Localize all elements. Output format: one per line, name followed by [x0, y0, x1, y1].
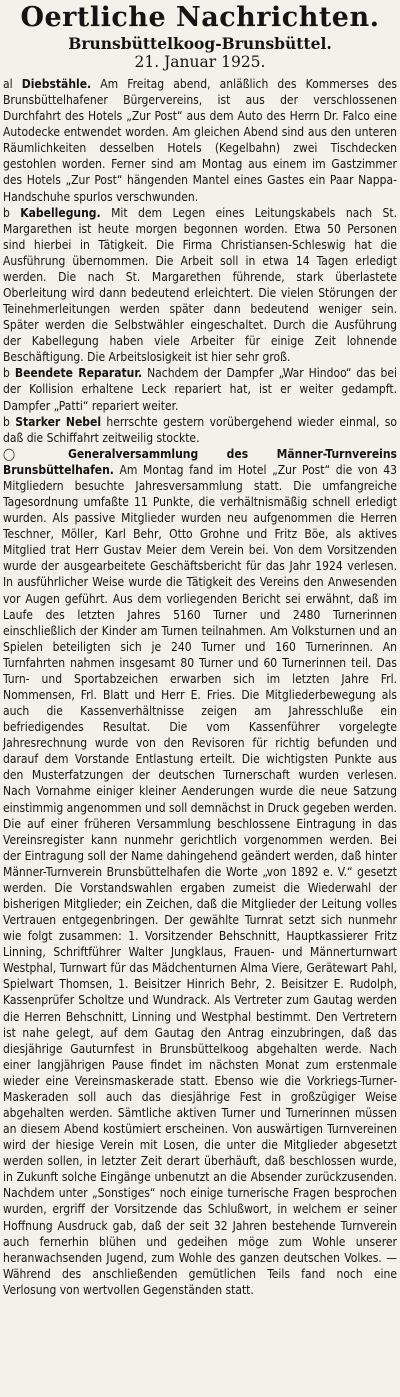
article-marker: b	[3, 366, 10, 381]
news-column	[3, 76, 397, 1298]
article-general-assembly	[3, 446, 397, 1298]
article-body: Nachdem der Dampfer „War Hindoo“ das bei der Kollision erhaltene Leck repariert hat, ist er weiter gedampft. Dampfer „Patti“ repariert weiter.	[3, 366, 397, 413]
article-lead: Kabellegung.	[20, 205, 101, 220]
article-thefts	[3, 76, 397, 205]
article-cable-laying	[3, 205, 397, 366]
article-body: herrschte gestern vorübergehend wieder einmal, so daß die Schiffahrt zeitweilig stockte.	[3, 414, 397, 445]
article-body: Am Freitag abend, anläßlich des Kommerses des Brunsbüttelhafener Bürgervereins, ist aus der verschlossenen Durchfahrt des Hotels „Zur Post“ aus dem Auto des Herrn Dr. Falco eine Autodecke entwendet worden. Am gleichen Abend sind aus den unteren Räumlichkeiten desselben Hotels (Kegelbahn) zwei Tischdecken gestohlen worden. Ferner sind am Montag aus einem im Gastzimmer des Hotels „Zur Post“ hängenden Mantel eines Gastes ein Paar Nappa-Handschuhe spurlos verschwunden.	[3, 77, 397, 204]
article-body: Mit dem Legen eines Leitungskabels nach St. Margarethen ist heute morgen begonnen worden. Etwa 50 Personen sind hierbei in Tätigkeit. Die Firma Christiansen-Schleswig hat die Ausführung übernommen. Die Arbeit soll in etwa 14 Tagen erledigt werden. Die nach St. Margarethen führende, stark überlastete Oberleitung wird dann bedeutend erleichtert. Die vielen Störungen der Teinehmerleitungen werden später dann bedeutend weniger sein. Später werden die Selbstwähler eingeschaltet. Durch die Ausführung der Kabellegung haben viele Arbeiter für einige Zeit lohnende Beschäftigung. Die Arbeitslosigkeit ist hier sehr groß.	[3, 205, 397, 365]
article-marker: al	[3, 77, 13, 91]
dateline: 21. Januar 1925.	[134, 53, 266, 71]
article-body: Am Montag fand im Hotel „Zur Post“ die von 43 Mitgliedern besuchte Jahresversammlung statt. Die umfangreiche Tagesordnung umfaßte 11 Punkte, die verhältnismäßig schnell erledigt wurden. Als passive Mitglieder wurden neu aufgenommen die Herren Teschner, Möller, Karl Behr, Otto Grohne und Fritz Böe, als aktives Mitglied trat Herr Gustav Meier dem Verein bei. Von dem Vorsitzenden wurde der ausgearbeitete Geschäftsbericht für das Jahr 1924 verlesen. In ausführlicher Weise wurde die Tätigkeit des Vereins den Anwesenden vor Augen geführt. Aus dem vorliegenden Bericht sei erwähnt, daß im Laufe des letzten Jahres 5160 Turner und 2480 Turnerinnen einschließlich der Kinder am Turnen teilnahmen. Am Volksturnen und an Spielen beteiligten sich je 240 Turner und 160 Turnerinnen. An Turnfahrten nahmen insgesamt 80 Turner und 60 Turnerinnen teil. Das Turn- und Sportabzeichen erwarben sich im letzten Jahre Frl. Nommensen, Frl. Blatt und Herr E. Fries. Die Mitgliederbewegung als auch die Kassenverhältnisse zeigen am Jahresschluße ein befriedigendes Resultat. Die vom Kassenführer vorgelegte Jahresrechnung wurde von den Revisoren für richtig befunden und darauf dem Vorstande Entlastung erteilt. Die wichtigsten Punkte aus den Musterfatzungen der deutschen Turnerschaft wurden verlesen. Nach Vornahme einiger kleiner Aenderungen wurde die neue Satzung einstimmig angenommen und soll demnächst in Druck gegeben werden. Die auf einer früheren Versammlung beschlossene Eintragung in das Vereinsregister kann nunmehr gerichtlich vorgenommen werden. Bei der Eintragung soll der Name dahingehend geändert werden, daß hinter Männer-Turnverein Brunsbüttelhafen die Worte „von 1892 e. V.“ gesetzt werden. Die Vorstandswahlen ergaben zumeist die Wiederwahl der bisherigen Mitglieder; ein Zeichen, daß die Mitglieder der Leitung volles Vertrauen entgegenbringen. Der gewählte Turnrat setzt sich nunmehr wie folgt zusammen: 1. Vorsitzender Behschnitt, Hauptkassierer Fritz Linning, Schriftführer Walter Jungklaus, Frauen- und Männerturnwart Westphal, Turnwart für das Mädchenturnen Alma Viere, Gerätewart Pahl, Spielwart Thomsen, 1. Beisitzer Hinrich Behr, 2. Beisitzer E. Rudolph, Kassenprüfer Scholtze und Wundrack. Als Vertreter zum Gautag werden die Herren Behschnitt, Linning und Westphal bestimmt. Den Vertretern ist nahe gelegt, auf dem Gautag den Antrag einzubringen, daß das diesjährige Gauturnfest in Brunsbüttelkoog abgehalten werde. Nach einer langjährigen Pause findet im nächsten Monat zum erstenmale wieder eine Vereinsmaskerade statt. Ebenso wie die Vorkriegs-Turner-Maskeraden soll auch das diesjährige Fest in großzügiger Weise abgehalten werden. Sämtliche aktiven Turner und Turnerinnen müssen an diesem Abend kostümiert erscheinen. Von auswärtigen Turnvereinen wird der hiesige Verein mit Losen, die unter die Mitglieder abgesetzt werden sollen, in letzter Zeit derart überhäuft, daß beschlossen wurde, in Zukunft solche Eingänge unbenutzt an die Absender zurückzusenden. Nachdem unter „Sonstiges“ noch einige turnerische Fragen besprochen wurden, ergriff der Vorsitzende das Schlußwort, in welchem er seiner Hoffnung Ausdruck gab, daß der seit 32 Jahren bestehende Turnverein auch fernerhin blühen und gedeihen möge zum Wohle unserer heranwachsenden Jugend, zum Wohle des ganzen deutschen Volkes. — Während des anschließenden gemütlichen Teils fand noch eine Verlosung von wertvollen Gegenständen statt.	[3, 462, 397, 1297]
article-repair	[3, 365, 397, 413]
article-fog	[3, 414, 397, 446]
masthead	[3, 0, 397, 76]
article-marker: b	[3, 205, 10, 220]
locality-subhead: Brunsbüttelkoog-Brunsbüttel.	[68, 34, 332, 53]
article-marker: ◯	[3, 446, 40, 461]
article-lead: Generalversammlung des Männer-Turnvereins Brunsbüttelhafen.	[3, 446, 397, 477]
article-lead: Beendete Reparatur.	[14, 366, 143, 381]
article-marker: b	[3, 414, 10, 429]
article-lead: Diebstähle.	[21, 77, 92, 91]
article-lead: Starker Nebel	[15, 414, 102, 429]
section-headline: Oertliche Nachrichten.	[20, 2, 380, 33]
